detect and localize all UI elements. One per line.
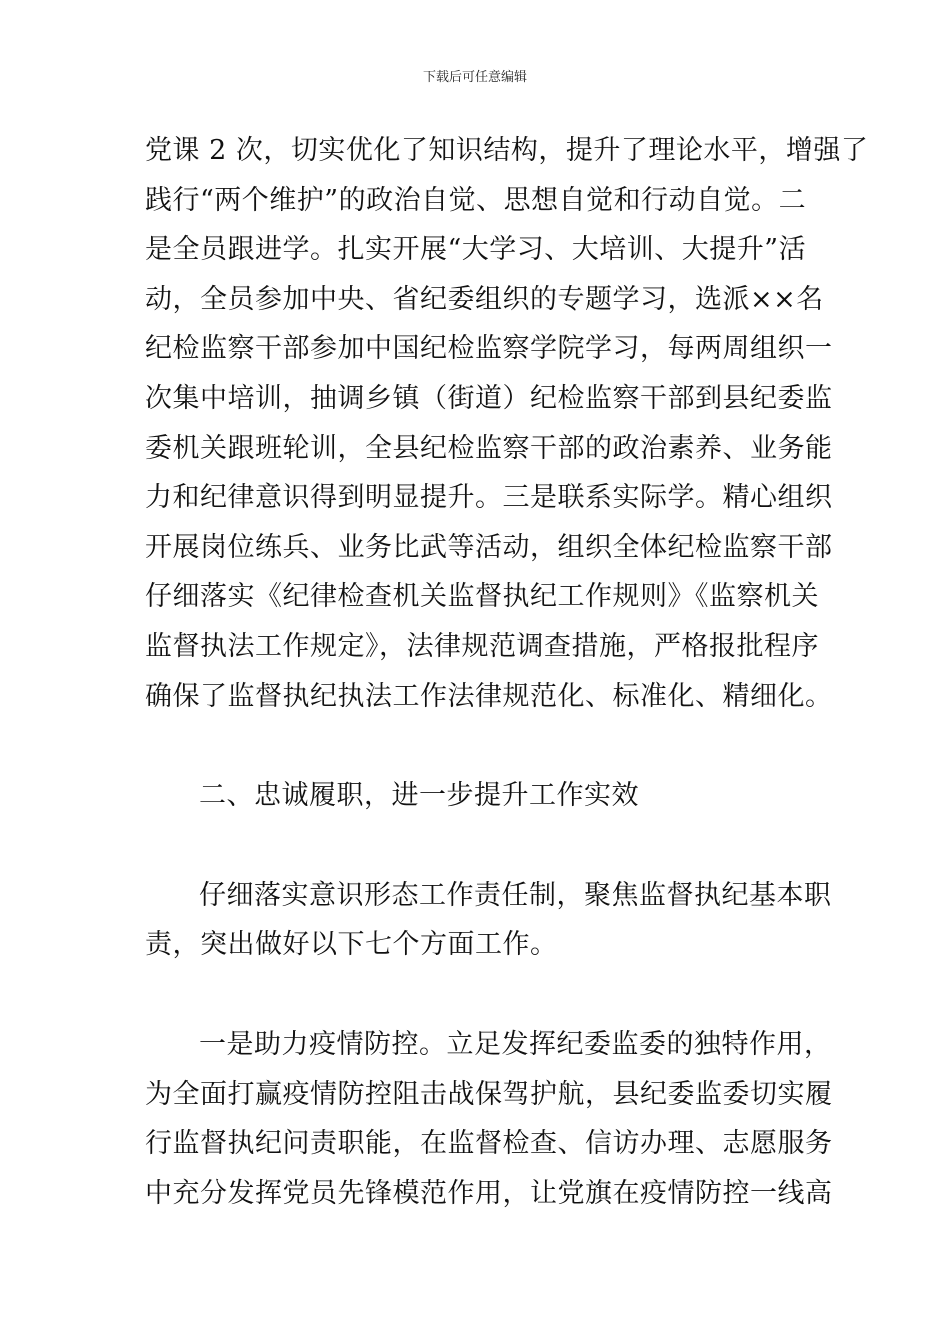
text-line: 责，突出做好以下七个方面工作。: [145, 929, 558, 961]
section-heading: 二、忠诚履职，进一步提升工作实效: [199, 780, 639, 812]
paragraph-3: [145, 1020, 833, 1218]
text-line: 仔细落实意识形态工作责任制，聚焦监督执纪基本职: [199, 879, 832, 911]
text-line: 行监督执纪问责职能，在监督检查、信访办理、志愿服务: [145, 1128, 833, 1160]
text-line: 动，全员参加中央、省纪委组织的专题学习，选派××名: [145, 283, 824, 315]
text-line: 监督执法工作规定》，法律规范调查措施，严格报批程序: [145, 630, 819, 662]
text-line: 践行“两个维护”的政治自觉、思想自觉和行动自觉。二: [145, 184, 807, 216]
text-line: 纪检监察干部参加中国纪检监察学院学习，每两周组织一: [145, 333, 833, 365]
paragraph-gap: [145, 821, 807, 871]
paragraph-gap: [145, 970, 807, 1020]
paragraph-1: [145, 126, 869, 721]
text-line: 为全面打赢疫情防控阻击战保驾护航，县纪委监委切实履: [145, 1078, 833, 1110]
text-line: 次集中培训，抽调乡镇（街道）纪检监察干部到县纪委监: [145, 382, 833, 414]
text-line: 委机关跟班轮训，全县纪检监察干部的政治素养、业务能: [145, 432, 833, 464]
text-line: 中充分发挥党员先锋模范作用，让党旗在疫情防控一线高: [145, 1177, 833, 1209]
text-line: 开展岗位练兵、业务比武等活动，组织全体纪检监察干部: [145, 531, 833, 563]
paragraph-gap: [145, 721, 807, 771]
text-line: 一是助力疫情防控。立足发挥纪委监委的独特作用，: [199, 1028, 832, 1060]
text-line: 是全员跟进学。扎实开展“大学习、大培训、大提升”活: [145, 234, 807, 266]
page-header: 下载后可任意编辑: [422, 70, 527, 85]
document-body: [145, 126, 869, 1218]
text-line: 仔细落实《纪律检查机关监督执纪工作规则》《监察机关: [145, 581, 819, 613]
text-line: 确保了监督执纪执法工作法律规范化、标准化、精细化。: [145, 680, 833, 712]
text-line: 力和纪律意识得到明显提升。三是联系实际学。精心组织: [145, 482, 833, 514]
paragraph-2: [145, 871, 832, 970]
text-line: 党课 2 次，切实优化了知识结构，提升了理论水平，增强了: [145, 135, 869, 166]
